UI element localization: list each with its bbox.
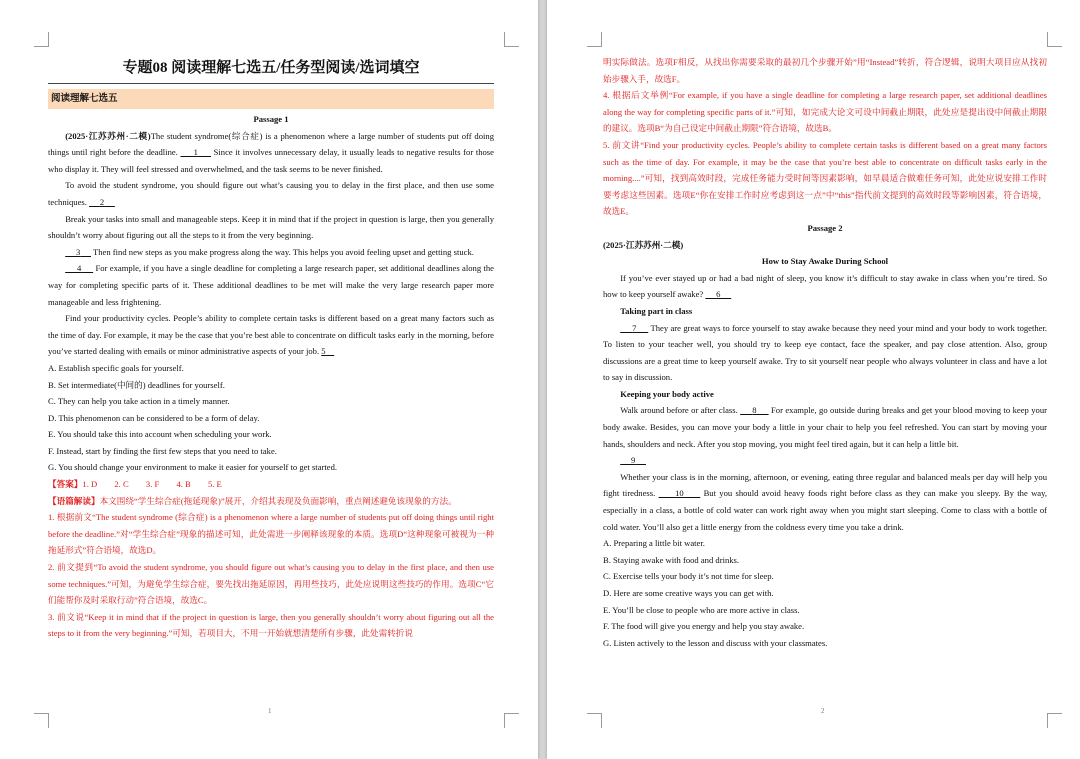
explanation-4: 4. 根据后文举例“For example, if you have a single deadline for completing a large research paper, set additional deadlines along the way for completing specific parts of it.”可知，如完成大论文可设中间截止期限，此处应是提出设中间截止期限的建议。选项B“为自己设定中间截止期限”符合语境，故选B。 bbox=[603, 90, 1047, 134]
blank-7: 7 bbox=[632, 322, 637, 333]
text: For example, go outside during breaks and get your blood moving to keep your body awake. Besides, you can move your body a little in your chair to help you feel refreshed. You can start by moving your hands, shoulders and neck. After you stop moving, you might feel tired again, but it can help a little bit. bbox=[603, 405, 1047, 449]
text: Walk around before or after class. bbox=[620, 405, 738, 416]
blank-2: 2 bbox=[99, 196, 105, 207]
subheading: Taking part in class bbox=[620, 305, 693, 316]
text: Then find new steps as you make progress along the way. This helps you avoid feeling upset and getting stuck. bbox=[92, 246, 474, 257]
paragraph bbox=[48, 244, 494, 261]
blank-1: 1 bbox=[193, 147, 198, 158]
paragraph bbox=[48, 260, 494, 310]
option-f: F. Instead, start by finding the first few steps that you need to take. bbox=[48, 445, 277, 456]
passage-label: Passage 1 bbox=[253, 114, 289, 124]
option-f: F. The food will give you energy and help you stay awake. bbox=[603, 621, 805, 632]
paragraph bbox=[603, 452, 1047, 469]
document-title: 专题08 阅读理解七选五/任务型阅读/选词填空 bbox=[48, 55, 494, 84]
paragraph bbox=[603, 402, 1047, 452]
text: Whether your class is in the morning, afternoon, or evening, eating three regular and balanced meals per day will help you fight tiredness. bbox=[603, 471, 1047, 499]
text: They are great ways to force yourself to stay awake because they need your mind and your body to work together. To listen to your teacher well, you should try to keep eye contact, face the speaker, and pay close attention. Also, group discussions are a great time to keep yourself awake. Try to sit yourself near people who always volunteer in class and have a lot to say in discussion. bbox=[603, 322, 1048, 383]
crop-mark bbox=[587, 713, 602, 728]
explanation-3: 3. 前文说“Keep it in mind that if the project in question is large, then you generally shouldn’t worry about figuring out all the steps to it from the very beginning.”可知，若项目大，不用一开始就想清楚所有步骤，此处需转折说 bbox=[48, 611, 494, 639]
analysis-label: 【语篇解读】 bbox=[48, 495, 100, 506]
source-tag: (2025·江苏苏州·二模) bbox=[603, 239, 684, 250]
analysis-line bbox=[48, 493, 494, 510]
crop-mark bbox=[504, 713, 519, 728]
paragraph bbox=[48, 310, 494, 360]
blank-4: 4 bbox=[77, 263, 82, 274]
document-page-2 bbox=[547, 0, 1080, 759]
option-d: D. Here are some creative ways you can get with. bbox=[603, 588, 774, 598]
blank-9: 9 bbox=[630, 455, 636, 466]
passage-label: Passage 2 bbox=[807, 222, 843, 233]
text: The student syndrome(综合症) is a phenomenon where a large number of students put off doing things until right before the deadline. bbox=[48, 130, 494, 158]
page-number: 2 bbox=[821, 707, 825, 715]
option-d: D. This phenomenon can be considered to be a form of delay. bbox=[48, 412, 260, 423]
crop-mark bbox=[587, 32, 602, 47]
article-title: How to Stay Awake During School bbox=[761, 256, 889, 267]
blank-6: 6 bbox=[716, 289, 721, 300]
page-1-content bbox=[48, 55, 494, 642]
option-g: G. Listen actively to the lesson and discuss with your classmates. bbox=[603, 637, 828, 648]
paragraph bbox=[48, 128, 494, 178]
explanation-5: 5. 前文讲“Find your productivity cycles. People’s ability to complete certain tasks is different based on a great many factors such as the time of day. For example, it may be the case that you’re best able to concentrate on difficult tasks early in the morning....”可知，找到高效时段，完成任务能力受时间等因素影响，如早晨适合做难任务可知，此处应说安排工作时要考虑这些因素。选项E“你在安排工作时应考虑到这一点”中“this”指代前文提到的高效时段等影响因素，符合语境，故选E。 bbox=[603, 139, 1047, 217]
option-c: C. Exercise tells your body it’s not time for sleep. bbox=[603, 571, 774, 582]
crop-mark bbox=[504, 32, 519, 47]
crop-mark bbox=[1047, 32, 1062, 47]
explanation-1: 1. 根据前文“The student syndrome (综合症) is a phenomenon where a large number of students put off doing things until right before the deadline.”对“学生综合症”现象的描述可知，此处需进一步阐释该现象的本质。选项D“这种现象可被视为一种拖延形式”符合语境，故选D。 bbox=[48, 512, 494, 556]
page-2-content bbox=[603, 54, 1047, 651]
answers: 1. D 2. C 3. F 4. B 5. E bbox=[82, 479, 222, 490]
subheading: Keeping your body active bbox=[620, 388, 714, 399]
crop-mark bbox=[1047, 713, 1062, 728]
text: Since it involves unnecessary delay, it usually leads to negative results for those who display it. They will feel stressed and overwhelmed, and the task seems to be never finished. bbox=[48, 147, 494, 174]
option-e: E. You’ll be close to people who are more active in class. bbox=[603, 604, 800, 615]
paragraph bbox=[603, 469, 1047, 535]
text: Find your productivity cycles. People’s ability to complete certain tasks is different based on a great many factors such as the time of day. For example, it may be the case that you’re best able to concentrate on difficult tasks early in the morning, before you’ve started dealing with emails or minor administrative aspects of your job. bbox=[48, 313, 494, 357]
text: For example, if you have a single deadline for completing a large research paper, set additional deadlines along the way for completing specific parts of it. These additional deadlines to be met will make the very large research paper more manageable and less frightening. bbox=[48, 263, 494, 307]
options-list bbox=[603, 535, 1047, 651]
answer-label: 【答案】 bbox=[48, 479, 83, 490]
paragraph: Break your tasks into small and manageable steps. Keep it in mind that if the project in question is large, then you generally shouldn’t worry about figuring out all the steps to it from the very beginning. bbox=[48, 213, 494, 241]
crop-mark bbox=[34, 713, 49, 728]
option-g: G. You should change your environment to make it easier for yourself to get started. bbox=[48, 462, 338, 473]
options-list bbox=[48, 360, 494, 476]
document-page-1 bbox=[0, 0, 538, 759]
option-b: B. Set intermediate(中间的) deadlines for yourself. bbox=[48, 379, 225, 390]
answer-line bbox=[48, 476, 494, 493]
explanation-2: 2. 前文提到“To avoid the student syndrome, you should figure out what’s causing you to delay in the first place, and then use some techniques.”可知，为避免学生综合症，要先找出拖延原因，再用些技巧，此处应说明这些技巧的作用。选项C“它们能帮你及时采取行动”符合语境，故选C。 bbox=[48, 562, 494, 606]
section-heading: 阅读理解七选五 bbox=[48, 89, 494, 109]
option-a: A. Preparing a little bit water. bbox=[603, 538, 705, 549]
explanation-3-continued: 明实际做法。选项F相反，从找出你需要采取的最初几个步骤开始”用“Instead”转折，符合逻辑，说明大项目应从找初始步骤入手，故选F。 bbox=[603, 57, 1047, 84]
blank-10: 10 bbox=[675, 488, 684, 499]
option-c: C. They can help you take action in a timely manner. bbox=[48, 396, 230, 407]
text: But you should avoid heavy foods right before class as they can make you sleepy. By the way, especially in a class, a bottle of cold water can work right away when you might start sleeping. Come to class with a bottle of cold water. You’ll also get a little energy from the coldness every time you take a drink. bbox=[603, 488, 1047, 532]
option-e: E. You should take this into account when scheduling your work. bbox=[48, 429, 272, 440]
blank-3: 3 bbox=[75, 246, 81, 257]
blank-8: 8 bbox=[752, 405, 757, 416]
option-a: A. Establish specific goals for yourself. bbox=[48, 362, 184, 373]
analysis-text: 本文围绕“学生综合症(拖延现象)”展开，介绍其表现及负面影响，重点阐述避免该现象的方法。 bbox=[99, 495, 457, 506]
page-number: 1 bbox=[268, 707, 272, 715]
crop-mark bbox=[34, 32, 49, 47]
text: To avoid the student syndrome, you should figure out what’s causing you to delay in the first place, and then use some techniques. bbox=[48, 180, 494, 207]
blank-5: 5 bbox=[321, 346, 326, 357]
paragraph bbox=[48, 177, 494, 210]
source-tag: (2025·江苏苏州·二模) bbox=[65, 130, 151, 141]
paragraph bbox=[603, 270, 1047, 303]
option-b: B. Staying awake with food and drinks. bbox=[603, 554, 740, 565]
text: If you’ve ever stayed up or had a bad night of sleep, you know it’s difficult to stay awake in class when you’re tired. So how to keep yourself awake? bbox=[603, 272, 1047, 300]
paragraph bbox=[603, 320, 1047, 386]
